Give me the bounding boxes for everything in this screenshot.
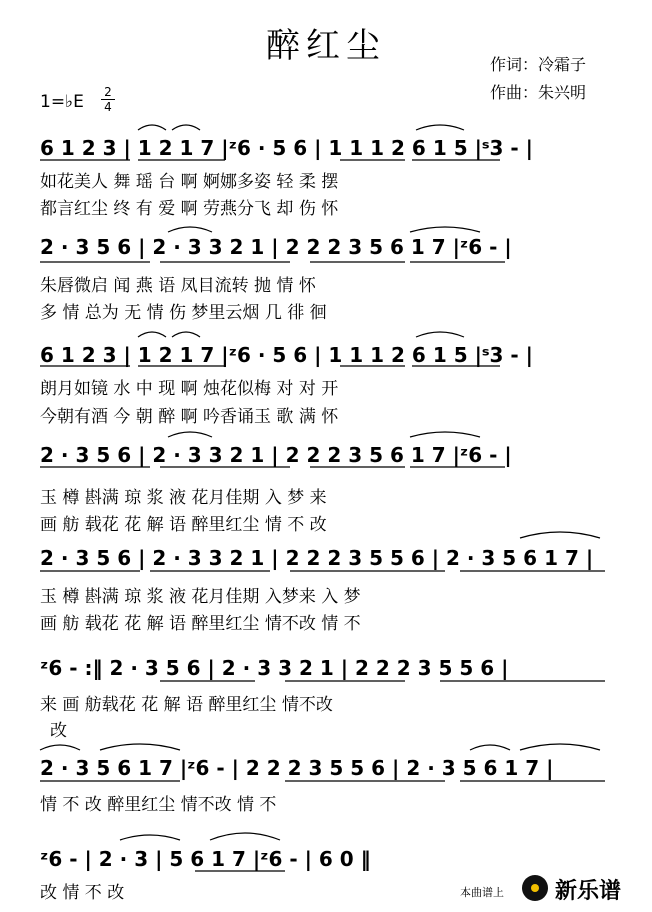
lyric-line-8-verse-1: 改 情 不 改 [40,883,125,903]
key-signature: 1=♭E [40,92,84,112]
lyric-line-3-verse-2: 今朝有酒 今 朝 醉 啊 吟香诵玉 歌 满 怀 [40,407,339,427]
notation-line-8: ᶻ6 - | 2 · 3 | 5 6 1 7 |ᶻ6 - | 6 0 ‖ [40,847,371,871]
time-signature-bottom: 4 [104,100,112,114]
lyric-line-2-verse-2: 多 情 总为 无 情 伤 梦里云烟 几 徘 徊 [40,303,327,323]
lyric-line-1-verse-2: 都言红尘 终 有 爱 啊 劳燕分飞 却 伤 怀 [40,199,339,219]
lyric-line-5-verse-1: 玉 樽 斟满 琼 浆 液 花月佳期 入梦来 入 梦 [40,587,361,607]
lyric-line-6-verse-1: 来 画 舫载花 花 解 语 醉里红尘 情不改 [40,695,333,715]
composer-credit: 作曲：朱兴明 [490,83,587,102]
lyric-line-3-verse-1: 朗月如镜 水 中 现 啊 烛花似梅 对 对 开 [40,379,339,399]
song-title: 醉红尘 [266,26,386,66]
lyric-line-1-verse-1: 如花美人 舞 瑶 台 啊 婀娜多姿 轻 柔 摆 [40,172,339,192]
notation-line-7: 2 · 3 5 6 1 7 |ᶻ6 - | 2 2 2 3 5 5 6 | 2 · 3 5 6 1 7 | [40,756,554,780]
site-logo[interactable]: 新乐谱 [555,879,622,904]
footer-note: 本曲谱上 [460,886,504,899]
notation-line-2: 2 · 3 5 6 | 2 · 3 3 2 1 | 2 2 2 3 5 6 1 7 |ᶻ6 - | [40,235,512,259]
lyric-line-7-verse-1: 情 不 改 醉里红尘 情不改 情 不 [40,795,277,815]
time-signature-top: 2 [104,85,112,99]
notation-line-5: 2 · 3 5 6 | 2 · 3 3 2 1 | 2 2 2 3 5 5 6 | 2 · 3 5 6 1 7 | [40,546,594,570]
notation-line-4: 2 · 3 5 6 | 2 · 3 3 2 1 | 2 2 2 3 5 6 1 7 |ᶻ6 - | [40,443,512,467]
lyricist-credit: 作词：冷霜子 [490,55,587,74]
notation-line-3: 6 1 2 3 | 1 2 1 7 |ᶻ6 · 5 6 | 1 1 1 2 6 1 5 |ˢ3 - | [40,343,533,367]
notation-line-1: 6 1 2 3 | 1 2 1 7 |ᶻ6 · 5 6 | 1 1 1 2 6 1 5 |ˢ3 - | [40,136,533,160]
notation-line-6: ᶻ6 - :‖ 2 · 3 5 6 | 2 · 3 3 2 1 | 2 2 2 3 5 5 6 | [40,656,509,680]
lyric-line-4-verse-1: 玉 樽 斟满 琼 浆 液 花月佳期 入 梦 来 [40,488,327,508]
lyric-line-5-verse-2: 画 舫 载花 花 解 语 醉里红尘 情不改 情 不 [40,614,361,634]
lyric-line-6-verse-2: 改 [50,721,67,741]
lyric-line-2-verse-1: 朱唇微启 闻 燕 语 凤目流转 抛 情 怀 [40,276,316,296]
lyric-line-4-verse-2: 画 舫 载花 花 解 语 醉里红尘 情 不 改 [40,515,327,535]
record-icon [522,875,548,901]
